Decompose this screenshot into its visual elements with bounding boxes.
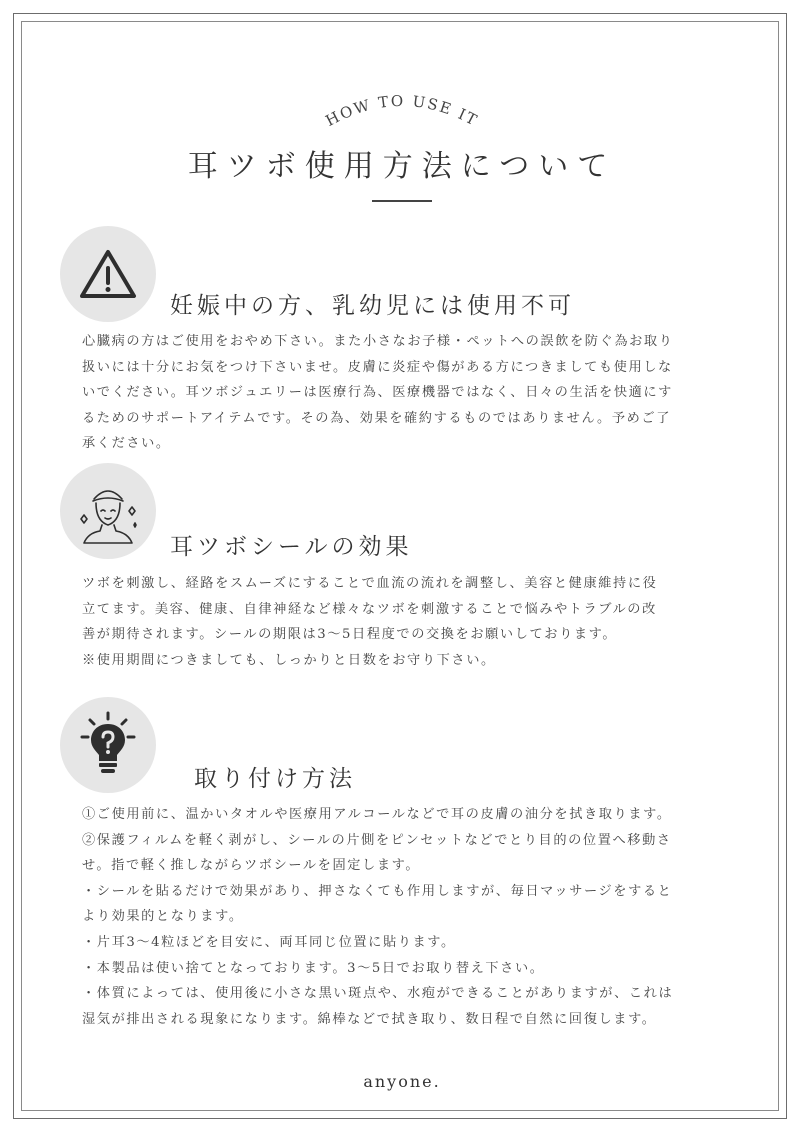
header-subtitle [302, 80, 502, 140]
section-title-effect: 耳ツボシールの効果 [170, 534, 413, 560]
warning-icon [60, 226, 156, 322]
lightbulb-question-icon [60, 697, 156, 793]
title-underline [372, 200, 432, 202]
svg-text:HOW TO USE IT: HOW TO USE IT [322, 91, 482, 130]
section-body-warning: 心臓病の方はご使用をおやめ下さい。また小さなお子様・ペットへの誤飲を防ぐ為お取り 扱いには十分にお気をつけ下さいませ。皮膚に炎症や傷がある方につきましても使用しな いでください。耳ツボジュエリーは医療行為、医療機器ではなく、日々の生活を快適にす るためのサポートアイテムです。その為、効果を確約するものではありません。予めご了 承ください。 [82, 334, 674, 452]
brand-logo-text: anyone. [363, 1072, 441, 1091]
woman-sparkle-icon [60, 463, 156, 559]
page-title: 耳ツボ使用方法について [187, 149, 617, 184]
section-body-howto: ①ご使用前に、温かいタオルや医療用アルコールなどで耳の皮膚の油分を拭き取ります。 ②保護フィルムを軽く剥がし、シールの片側をピンセットなどでとり目的の位置へ移動さ せ。指で軽く推しながらツボシールを固定します。 ・シールを貼るだけで効果があり、押さなくても作用しますが、毎日マッサージをすると より効果的となります。 ・片耳3～4粒ほどを目安に、両耳同じ位置に貼ります。 ・本製品は使い捨てとなっております。3～5日でお取り替え下さい。 ・体質によっては、使用後に小さな黒い斑点や、水疱ができることがありますが、これは 湿気が排出される現象になります。綿棒などで拭き取り、数日程で自然に回復します。 [82, 807, 674, 1027]
section-body-effect: ツボを刺激し、経路をスムーズにすることで血流の流れを調整し、美容と健康維持に役 立てます。美容、健康、自律神経など様々なツボを刺激することで悩みやトラブルの改 善が期待されます。シールの期限は3～5日程度での交換をお願いしております。 ※使用期間につきましても、しっかりと日数をお守り下さい。 [82, 576, 658, 668]
section-title-howto: 取り付け方法 [194, 766, 356, 792]
section-title-warning: 妊娠中の方、乳幼児には使用不可 [170, 293, 575, 319]
